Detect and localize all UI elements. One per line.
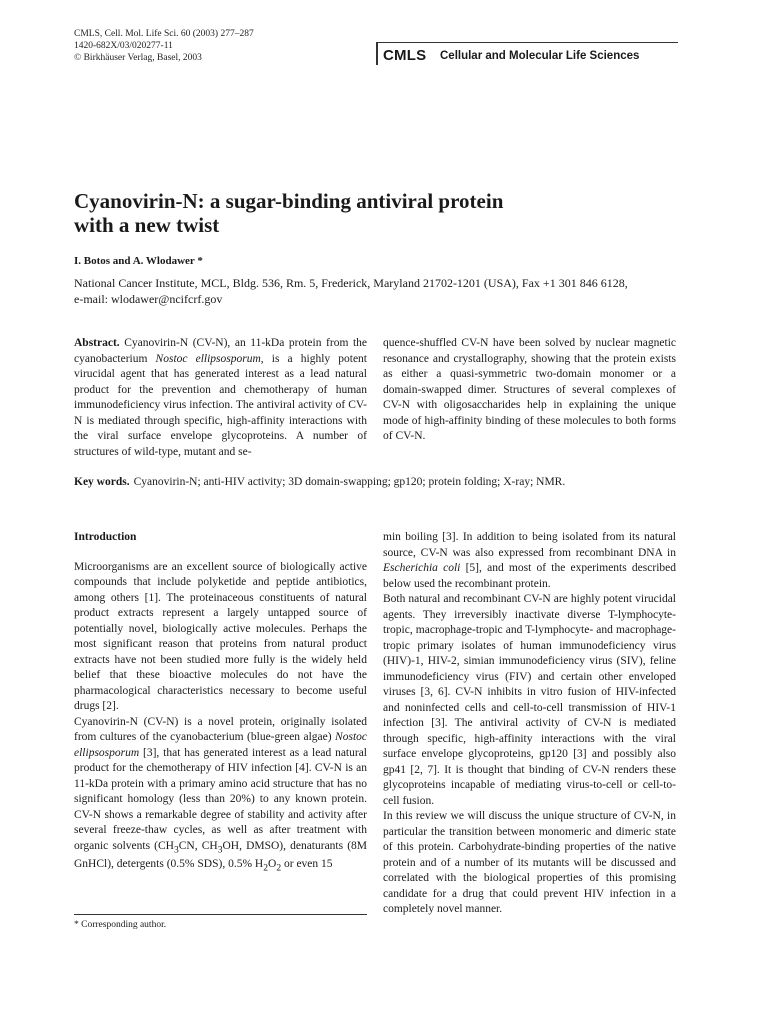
affiliation [74,276,694,307]
keywords-label: Key words. [74,476,130,488]
authors: I. Botos and A. Wlodawer * [74,255,203,267]
subscript: 3 [173,843,179,855]
section-heading-introduction: Introduction [74,531,137,543]
keywords-text: Cyanovirin-N; anti-HIV activity; 3D domain-swapping; gp120; protein folding; X-ray; NMR. [133,476,566,488]
title-line-2: with a new twist [74,213,220,237]
affiliation-email: e-mail: wlodawer@ncifcrf.gov [74,291,223,306]
journal-name: Cellular and Molecular Life Sciences [440,50,640,62]
abstract-paragraph-right: quence-shuffled CV-N have been solved by nuclear magnetic resonance and crystallography, showing that the protein exists as either a quasi-symmetric two-domain monomer or a domain-swapped dimer. Structures of several complexes of CV-N with oligosaccharides help in explaining the unique mode of high-affinity binding of these molecules to both forms of CV-N. [383,337,676,442]
intro-r1-text-b: [5], and most of the experiments described below used the recombinant protein. [383,562,676,590]
keywords [74,476,694,488]
subscript: 3 [217,843,223,855]
title-line-1: Cyanovirin-N: a sugar-binding antiviral protein [74,189,504,213]
intro-p2-text-a: Cyanovirin-N (CV-N) is a novel protein, originally isolated from cultures of the cyanobacterium (blue-green algae) [74,715,367,743]
article-title [74,189,694,237]
journal-logo: CMLS [383,47,427,64]
footnote-corresponding-author: * Corresponding author. [74,920,167,930]
intro-paragraph-4: Both natural and recombinant CV-N are highly potent virucidal agents. They irreversibly inactivate diverse T-lymphocyte-tropic, macrophage-tropic and T-lymphocyte- and macrophage-tropic primary isolates of human immunodeficiency virus (HIV)-1, HIV-2, simian immunodeficiency virus (SIV), feline immunodeficiency virus (FIV) and certain other enveloped viruses [3, 6]. CV-N inhibits in vitro fusion of HIV-infected and noninfected cells and cell-to-cell transmission of HIV-1 infection [3]. The antiviral activity of CV-N is mediated through specific, high-affinity interactions with the viral surface envelope glycoproteins, gp120 [3] and possibly also gp41 [2, 7]. It is thought that binding of CV-N renders these glycoproteins incapable of mediating virus-to-cell or cell-to-cell fusion. [383,593,676,807]
intro-r1-text-a: min boiling [3]. In addition to being isolated from its natural source, CV-N was also expressed from recombinant DNA in [383,531,676,559]
abstract-right-column [383,336,676,445]
citation-journal-ref: CMLS, Cell. Mol. Life Sci. 60 (2003) 277–287 [74,29,254,39]
intro-paragraph-1: Microorganisms are an excellent source of biologically active compounds that include polyketide and peptide antibiotics, among others [1]. The proteinaceous constituents of natural product extracts represent a largely untapped source of potentially novel, biologically active molecules. Perhaps the most significant reason that proteins from natural product extracts have not been studied more fully is the widely held belief that these bioactive molecules do not have the pharmacological characteristics necessary to become useful drugs [2]. [74,560,367,712]
intro-right-column [383,530,676,918]
intro-paragraph-3 [383,530,676,592]
intro-paragraph-2 [74,715,367,877]
intro-p2-text-c: CN, CH [178,839,218,852]
affiliation-address: National Cancer Institute, MCL, Bldg. 536, Rm. 5, Frederick, Maryland 21702-1201 (USA), Fax +1 301 846 6128, [74,276,628,290]
subscript: 2 [263,862,268,874]
abstract-left-column [74,336,367,460]
abstract-organism: Nostoc ellipsosporum, [155,352,264,365]
intro-r1-organism: Escherichia coli [383,562,461,574]
intro-left-column [74,530,367,876]
citation-copyright: © Birkhäuser Verlag, Basel, 2003 [74,53,202,63]
intro-p2-text-e: O [268,858,277,871]
intro-paragraph-5: In this review we will discuss the unique structure of CV-N, in particular the transition between monomeric and dimeric state of this protein. Carbohydrate-binding properties of the native protein and of a number of its mutants will be discussed and correlated with the biological properties of this promising candidate for a drug that could prevent HIV infection in a completely novel manner. [383,810,676,915]
intro-p2-text-f: or even 15 [281,858,333,871]
abstract-paragraph-left [74,336,367,460]
abstract-label: Abstract. [74,337,120,349]
citation-block [74,28,254,64]
subscript: 2 [276,862,282,874]
footnote-rule [74,914,367,915]
abstract-text-a: Cyanovirin-N (CV-N), an 11-kDa protein from the cyanobacterium [74,337,367,365]
intro-p2-text-b: [3], that has generated interest as a lead natural product for the chemotherapy of HIV infection [4]. CV-N is an 11-kDa protein with a primary amino acid structure that has no significant homology (less than 20%) to any known protein. CV-N shows a remarkable degree of stability and activity after several freeze-thaw cycles, as well as after treatment with organic solvents (CH [74,746,367,852]
intro-p2-text-d: OH, DMSO), denaturants (8M GnHCl), detergents (0.5% SDS), 0.5% H [74,839,367,871]
citation-issn: 1420-682X/03/020277-11 [74,41,173,51]
journal-masthead [376,42,678,65]
intro-p2-organism: Nostoc ellipsosporum [74,731,367,759]
abstract-text-b: is a highly potent virucidal agent that has generated interest as a lead natural product for the prevention and chemotherapy of human immunodeficiency virus infection. The antiviral activity of CV-N is mediated through specific, high-affinity interactions with the viral surface envelope glycoproteins. A number of structures of wild-type, mutant and se- [74,352,367,458]
